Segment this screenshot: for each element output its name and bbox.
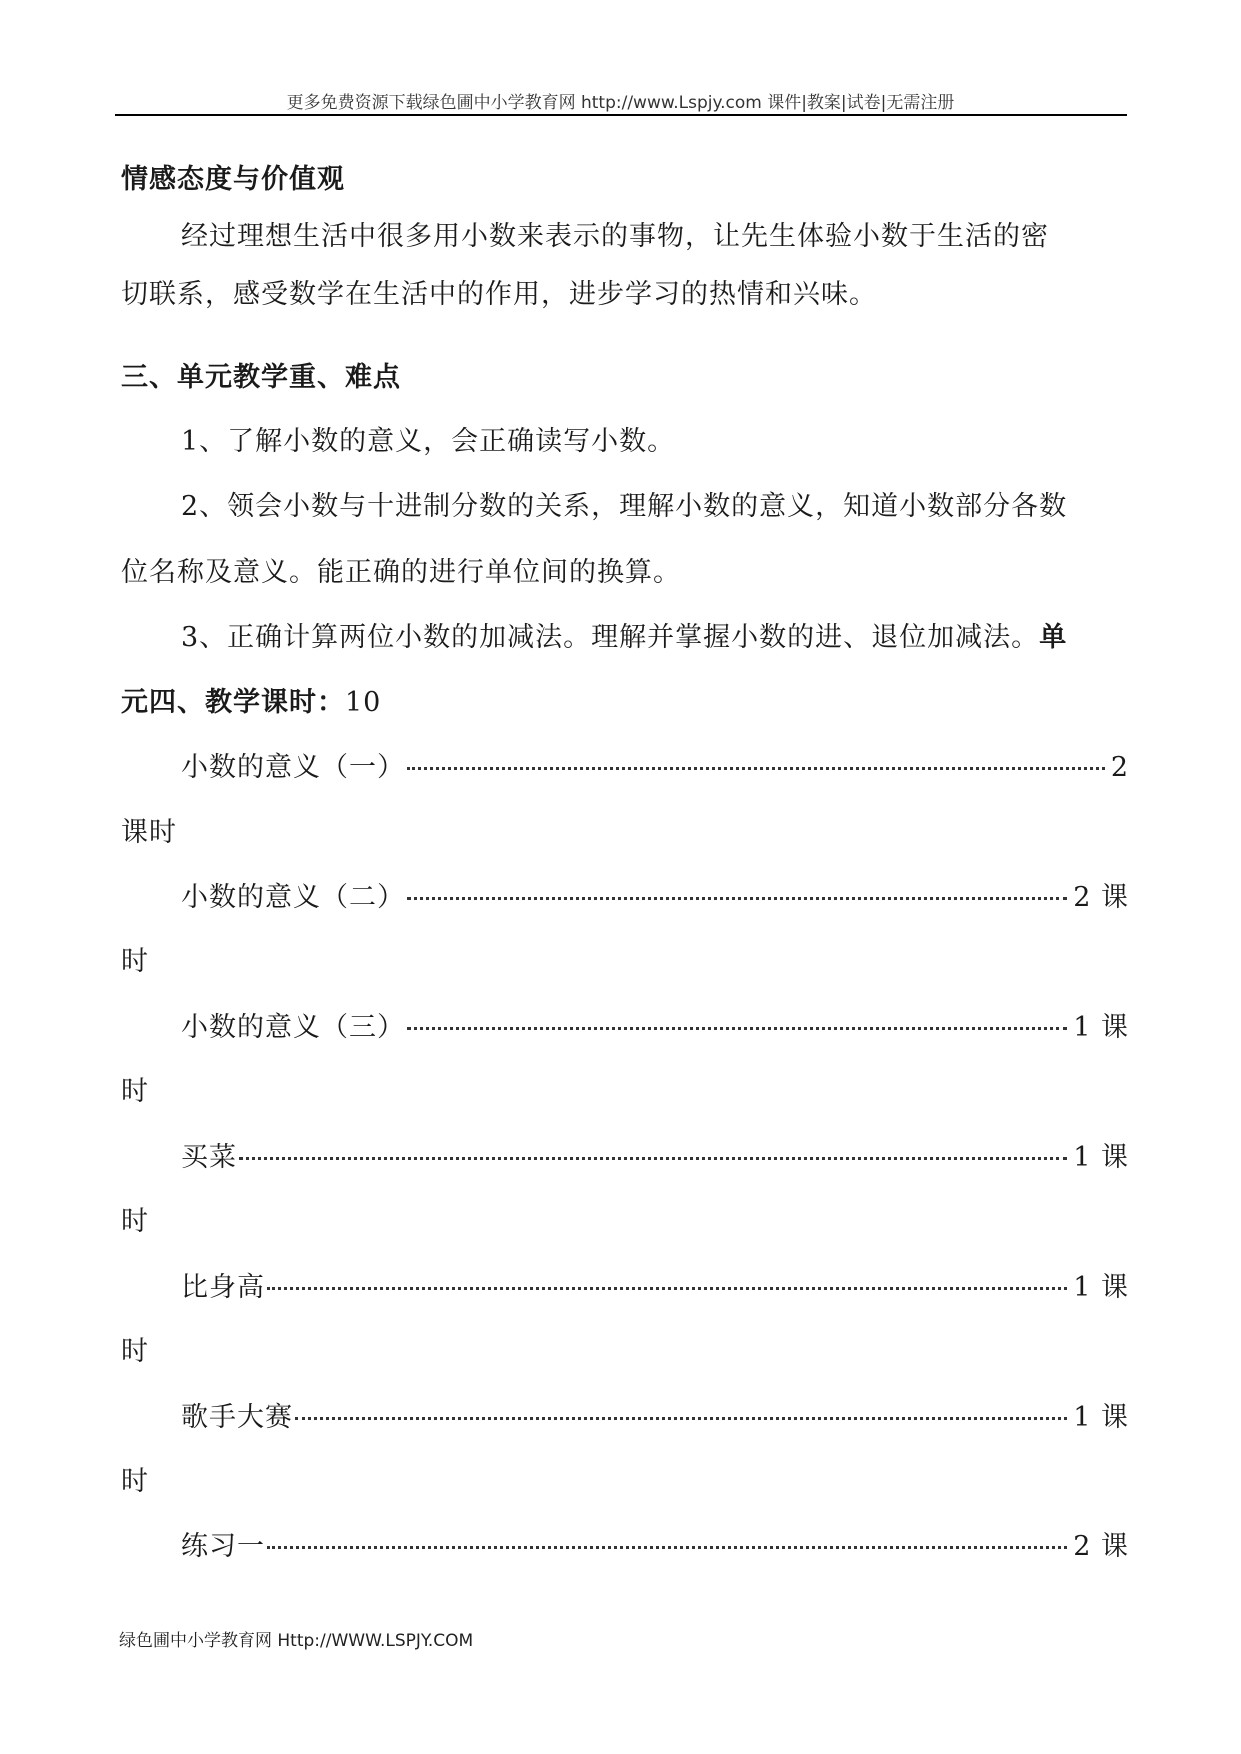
schedule-item-name: 歌手大赛 [181,1402,293,1433]
schedule-item-name: 小数的意义（一） [181,752,405,783]
schedule-item-name: 小数的意义（三） [181,1012,405,1043]
schedule-item-wrap: 时 [121,1336,149,1367]
key-point-2-line2: 位名称及意义。能正确的进行单位间的换算。 [121,557,681,588]
schedule-row [181,1142,1129,1174]
schedule-row [181,1272,1129,1304]
schedule-row [181,752,1129,784]
section-title-emotion: 情感态度与价值观 [121,164,345,195]
dot-leader [267,1287,1067,1290]
schedule-item-name: 练习一 [181,1531,265,1562]
schedule-item-wrap: 时 [121,1206,149,1237]
schedule-item-hours: 2 课 [1073,1531,1129,1562]
schedule-row [181,1531,1129,1563]
page-footer: 绿色圃中小学教育网 Http://WWW.LSPJY.COM [119,1631,474,1651]
schedule-item-wrap: 时 [121,946,149,977]
schedule-item-hours: 1 课 [1073,1272,1129,1303]
header-divider [115,114,1127,116]
schedule-row [181,1402,1129,1434]
schedule-item-wrap: 课时 [121,817,177,848]
schedule-item-hours: 2 课 [1073,882,1129,913]
dot-leader [407,767,1105,770]
schedule-item-wrap: 时 [121,1076,149,1107]
key-point-1: 1、了解小数的意义，会正确读写小数。 [181,426,676,457]
schedule-row [181,1012,1129,1044]
section-title-hours-label: 元四、教学课时： [121,687,345,718]
schedule-row [181,882,1129,914]
key-point-3-text: 3、正确计算两位小数的加减法。理解并掌握小数的进、退位加减法。 [181,622,1040,653]
dot-leader [267,1546,1067,1549]
key-point-3-line1 [181,622,1067,654]
key-point-2-line1: 2、领会小数与十进制分数的关系，理解小数的意义，知道小数部分各数 [181,491,1068,522]
dot-leader [295,1417,1067,1420]
dot-leader [407,1027,1067,1030]
section-title-hours [121,687,381,719]
paragraph-emotion-line2: 切联系，感受数学在生活中的作用，进步学习的热情和兴味。 [121,279,877,310]
dot-leader [239,1157,1067,1160]
schedule-item-name: 小数的意义（二） [181,882,405,913]
schedule-item-name: 比身高 [181,1272,265,1303]
section-title-hours-value: 10 [345,687,382,718]
schedule-item-name: 买菜 [181,1142,237,1173]
paragraph-emotion-line1: 经过理想生活中很多用小数来表示的事物，让先生体验小数于生活的密 [181,221,1049,252]
schedule-item-hours: 1 课 [1073,1012,1129,1043]
schedule-item-hours: 1 课 [1073,1142,1129,1173]
section-title-key-points: 三、单元教学重、难点 [121,362,401,393]
page-header: 更多免费资源下载绿色圃中小学教育网 http://www.Lspjy.com 课件|教案|试卷|无需注册 [286,93,955,113]
schedule-item-wrap: 时 [121,1466,149,1497]
section-title-hours-start: 单 [1039,622,1068,653]
dot-leader [407,897,1067,900]
schedule-item-hours: 2 [1110,752,1129,783]
schedule-item-hours: 1 课 [1073,1402,1129,1433]
